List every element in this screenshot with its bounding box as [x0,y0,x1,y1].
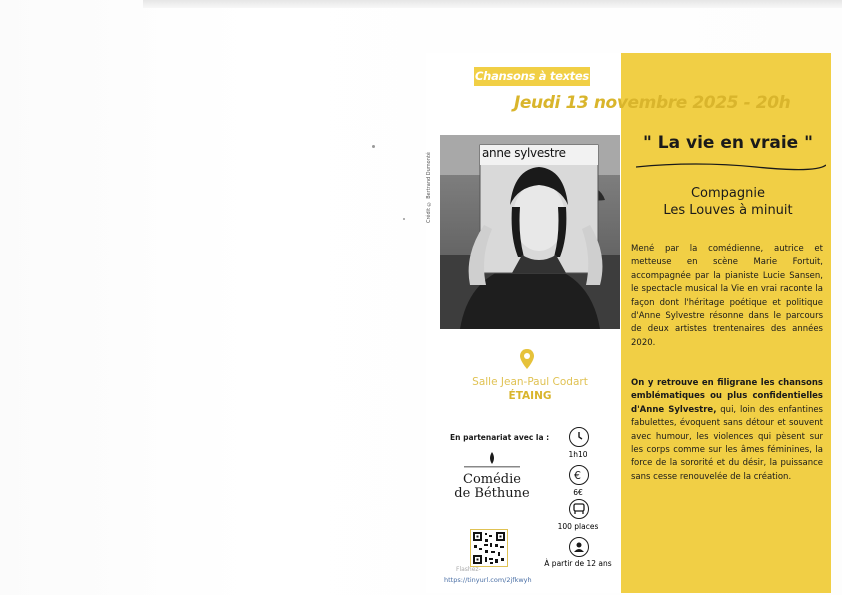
euro-icon [569,465,589,485]
flyer-page [426,53,831,593]
location-pin-icon [520,349,534,369]
show-photo [440,135,620,329]
booking-link[interactable]: https://tinyurl.com/2jfkwyh [444,576,532,584]
qr-pattern-icon [471,530,507,566]
event-date: Jeudi 13 novembre 2025 - 20h [514,93,791,113]
partner-line-2: de Béthune [454,486,530,501]
scan-speck [372,145,375,148]
venue-block [440,375,620,403]
euro-glyph: € [574,469,581,482]
description-highlight: On y retrouve en filigrane les chansons emblématiques ou plus confidentielles d'Anne Sylvestre, [631,378,823,415]
partner-line-1: Comédie [463,472,521,487]
qr-code[interactable] [470,529,508,567]
seat-icon [569,499,589,519]
title-underline [636,161,826,171]
qr-label: Flashez- [456,566,481,573]
duration-value: 1h10 [568,450,588,459]
flame-icon [444,451,540,469]
price-value: 6€ [573,488,583,497]
scan-speck [403,218,405,220]
company-line-2: Les Louves à minuit [663,203,793,218]
description-body: qui, loin des enfantines fabulettes, évoquent sans détour et souvent avec humour, les violences qui pèsent sur les corps comme sur les âmes féminines, la force de la sororité et du désir, la puissance sans cesse renouvelée de la création. [631,404,823,482]
scan-edge [143,0,842,8]
description-paragraph-2 [631,377,823,484]
clock-icon [569,427,589,447]
genre-tag: Chansons à textes [474,67,590,86]
venue-name: Salle Jean-Paul Codart [472,376,588,388]
age-value: À partir de 12 ans [544,559,612,568]
audience-icon [569,537,589,557]
photo-credit: Crédit © Bertrand Dumonté [426,152,432,223]
venue-town: ÉTAING [508,390,552,402]
description-paragraph-1: Mené par la comédienne, autrice et metteuse en scène Marie Fortuit, accompagnée par la pianiste Lucie Sansen, le spectacle musical la Vie en vrai raconte la façon dont l'héritage poétique et politique d'Anne Sylvestre résonne dans le parcours de deux artistes trentenaires des années 2020. [631,244,823,348]
record-title: anne sylvestre [482,146,566,160]
company-name [633,185,823,219]
partner-logo [444,451,540,513]
company-line-1: Compagnie [690,186,765,201]
show-title: " La vie en vraie " [643,133,813,153]
partner-label: En partenariat avec la : [450,433,550,442]
seats-value: 100 places [557,522,599,531]
photo-illustration [440,135,620,329]
